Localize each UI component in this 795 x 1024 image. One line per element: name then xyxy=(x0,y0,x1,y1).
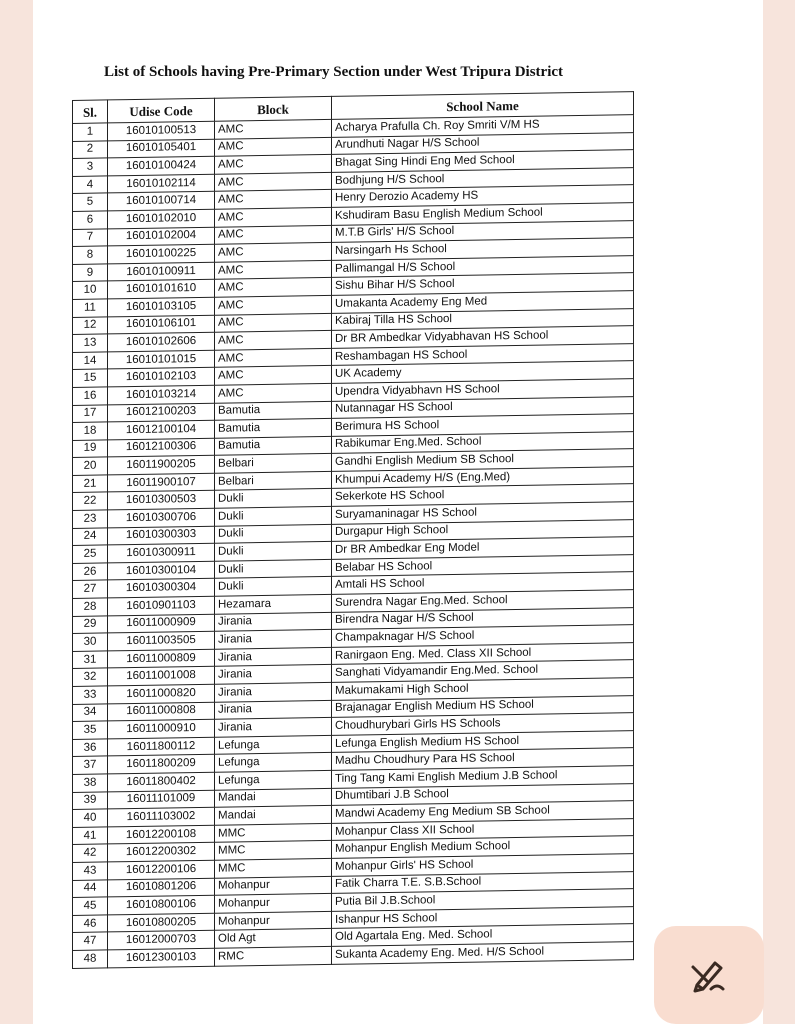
cell-udise-code: 16012200302 xyxy=(108,843,215,862)
cell-udise-code: 16010106101 xyxy=(108,315,215,334)
cell-school-name: Putia Bil J.B.School xyxy=(332,889,634,911)
cell-sl: 13 xyxy=(73,334,108,352)
cell-school-name: Sukanta Academy Eng. Med. H/S School xyxy=(332,942,634,964)
cell-school-name: Upendra Vidyabhavn HS School xyxy=(332,379,634,401)
cell-udise-code: 16010100714 xyxy=(108,192,215,211)
cell-block: Belbari xyxy=(215,454,332,473)
cell-block: Mandai xyxy=(215,806,332,825)
cell-block: AMC xyxy=(215,225,332,244)
cell-udise-code: 16010801206 xyxy=(108,878,215,897)
cell-sl: 5 xyxy=(73,193,108,211)
cell-block: Old Agt xyxy=(215,929,332,948)
cell-sl: 39 xyxy=(73,792,108,810)
cell-sl: 31 xyxy=(73,651,108,669)
cell-school-name: Dr BR Ambedkar Vidyabhavan HS School xyxy=(332,326,634,348)
cell-udise-code: 16010100513 xyxy=(108,121,215,140)
cell-school-name: Belabar HS School xyxy=(332,555,634,577)
cell-block: AMC xyxy=(215,119,332,138)
cell-udise-code: 16011000808 xyxy=(108,702,215,721)
cell-udise-code: 16010300304 xyxy=(108,579,215,598)
cell-sl: 20 xyxy=(73,457,108,475)
cell-school-name: Mohanpur Girls' HS School xyxy=(332,854,634,876)
cell-udise-code: 16011001008 xyxy=(108,667,215,686)
cell-block: Jirania xyxy=(215,700,332,719)
cell-school-name: Berimura HS School xyxy=(332,414,634,436)
cell-sl: 33 xyxy=(73,686,108,704)
cell-block: Belbari xyxy=(215,471,332,490)
cell-block: AMC xyxy=(215,331,332,350)
cell-udise-code: 16010300104 xyxy=(108,561,215,580)
cell-school-name: Kabiraj Tilla HS School xyxy=(332,308,634,330)
cell-udise-code: 16010102114 xyxy=(108,174,215,193)
cell-udise-code: 16011000809 xyxy=(108,649,215,668)
cell-udise-code: 16012200108 xyxy=(108,825,215,844)
cell-udise-code: 16010102606 xyxy=(108,332,215,351)
cell-school-name: Rabikumar Eng.Med. School xyxy=(332,431,634,453)
cell-udise-code: 16010103214 xyxy=(108,385,215,404)
cell-school-name: Makumakami High School xyxy=(332,678,634,700)
cell-udise-code: 16011003505 xyxy=(108,631,215,650)
cell-udise-code: 16011900205 xyxy=(108,456,215,475)
cell-udise-code: 16011000820 xyxy=(108,684,215,703)
cell-udise-code: 16012200106 xyxy=(108,860,215,879)
cell-block: Hezamara xyxy=(215,594,332,613)
cell-sl: 14 xyxy=(73,352,108,370)
cell-school-name: Mandwi Academy Eng Medium SB School xyxy=(332,801,634,823)
cell-sl: 40 xyxy=(73,809,108,827)
cell-school-name: Dr BR Ambedkar Eng Model xyxy=(332,537,634,559)
cell-block: AMC xyxy=(215,348,332,367)
cell-sl: 48 xyxy=(73,950,108,968)
cell-block: AMC xyxy=(215,207,332,226)
cell-sl: 35 xyxy=(73,721,108,739)
cell-school-name: Dhumtibari J.B School xyxy=(332,783,634,805)
cell-school-name: Arundhuti Nagar H/S School xyxy=(332,132,634,154)
cell-sl: 18 xyxy=(73,422,108,440)
cell-sl: 23 xyxy=(73,510,108,528)
header-school-name: School Name xyxy=(332,92,634,120)
cell-block: Dukli xyxy=(215,524,332,543)
cell-block: Dukli xyxy=(215,506,332,525)
cell-sl: 10 xyxy=(73,281,108,299)
cell-school-name: Sekerkote HS School xyxy=(332,484,634,506)
cell-block: Dukli xyxy=(215,559,332,578)
cell-udise-code: 16012000703 xyxy=(108,931,215,950)
cell-school-name: Ting Tang Kami English Medium J.B School xyxy=(332,766,634,788)
cell-sl: 38 xyxy=(73,774,108,792)
cell-sl: 15 xyxy=(73,369,108,387)
cell-school-name: Suryamaninagar HS School xyxy=(332,502,634,524)
cell-block: AMC xyxy=(215,295,332,314)
header-block: Block xyxy=(215,96,332,121)
cell-udise-code: 16010102010 xyxy=(108,209,215,228)
cell-udise-code: 16010105401 xyxy=(108,139,215,158)
cell-school-name: Kshudiram Basu English Medium School xyxy=(332,203,634,225)
cell-sl: 8 xyxy=(73,246,108,264)
cell-block: Bamutia xyxy=(215,401,332,420)
cell-sl: 9 xyxy=(73,264,108,282)
schools-table-container xyxy=(72,91,634,968)
cell-school-name: Narsingarh Hs School xyxy=(332,238,634,260)
cell-block: Jirania xyxy=(215,647,332,666)
cell-sl: 37 xyxy=(73,756,108,774)
cell-sl: 34 xyxy=(73,704,108,722)
cell-school-name: Umakanta Academy Eng Med xyxy=(332,291,634,313)
cell-block: MMC xyxy=(215,823,332,842)
cell-udise-code: 16010800106 xyxy=(108,895,215,914)
cell-udise-code: 16010100424 xyxy=(108,156,215,175)
cell-sl: 24 xyxy=(73,528,108,546)
cell-sl: 6 xyxy=(73,211,108,229)
cell-block: AMC xyxy=(215,137,332,156)
cell-udise-code: 16010300503 xyxy=(108,491,215,510)
cell-block: Dukli xyxy=(215,542,332,561)
cell-school-name: UK Academy xyxy=(332,361,634,383)
cell-block: MMC xyxy=(215,841,332,860)
cell-school-name: Acharya Prafulla Ch. Roy Smriti V/M HS xyxy=(332,115,634,137)
cell-sl: 16 xyxy=(73,387,108,405)
cell-block: Dukli xyxy=(215,577,332,596)
cell-block: AMC xyxy=(215,313,332,332)
cell-sl: 11 xyxy=(73,299,108,317)
cell-sl: 4 xyxy=(73,176,108,194)
cell-udise-code: 16010101015 xyxy=(108,350,215,369)
cell-school-name: Bodhjung H/S School xyxy=(332,167,634,189)
cell-sl: 28 xyxy=(73,598,108,616)
cell-sl: 25 xyxy=(73,545,108,563)
cell-sl: 45 xyxy=(73,897,108,915)
cell-udise-code: 16011101009 xyxy=(108,790,215,809)
cell-udise-code: 16010101610 xyxy=(108,280,215,299)
cell-school-name: Choudhurybari Girls HS Schools xyxy=(332,713,634,735)
cell-udise-code: 16010100225 xyxy=(108,244,215,263)
cell-block: Lefunga xyxy=(215,770,332,789)
cell-school-name: Reshambagan HS School xyxy=(332,343,634,365)
cell-block: Mohanpur xyxy=(215,911,332,930)
cell-sl: 46 xyxy=(73,915,108,933)
cell-block: Jirania xyxy=(215,612,332,631)
cell-school-name: Brajanagar English Medium HS School xyxy=(332,695,634,717)
edit-pencil-icon xyxy=(689,955,729,995)
schools-table xyxy=(72,91,634,968)
cell-sl: 30 xyxy=(73,633,108,651)
cell-school-name: Amtali HS School xyxy=(332,572,634,594)
cell-block: Mandai xyxy=(215,788,332,807)
cell-block: MMC xyxy=(215,858,332,877)
cell-sl: 42 xyxy=(73,844,108,862)
cell-school-name: Sishu Bihar H/S School xyxy=(332,273,634,295)
cell-block: AMC xyxy=(215,155,332,174)
cell-school-name: Sanghati Vidyamandir Eng.Med. School xyxy=(332,660,634,682)
cell-block: Jirania xyxy=(215,718,332,737)
cell-sl: 36 xyxy=(73,739,108,757)
cell-udise-code: 16010300706 xyxy=(108,508,215,527)
cell-udise-code: 16011800112 xyxy=(108,737,215,756)
cell-school-name: M.T.B Girls' H/S School xyxy=(332,220,634,242)
document-title: List of Schools having Pre-Primary Section under West Tripura District xyxy=(104,64,564,80)
cell-sl: 19 xyxy=(73,440,108,458)
cell-sl: 21 xyxy=(73,475,108,493)
cell-sl: 29 xyxy=(73,616,108,634)
cell-block: AMC xyxy=(215,172,332,191)
cell-udise-code: 16011800402 xyxy=(108,772,215,791)
cell-school-name: Fatik Charra T.E. S.B.School xyxy=(332,871,634,893)
cell-block: Bamutia xyxy=(215,436,332,455)
cell-school-name: Ranirgaon Eng. Med. Class XII School xyxy=(332,642,634,664)
cell-school-name: Pallimangal H/S School xyxy=(332,255,634,277)
cell-school-name: Lefunga English Medium HS School xyxy=(332,730,634,752)
cell-block: Mohanpur xyxy=(215,894,332,913)
cell-block: AMC xyxy=(215,278,332,297)
cell-block: Jirania xyxy=(215,630,332,649)
cell-school-name: Champaknagar H/S School xyxy=(332,625,634,647)
cell-udise-code: 16012100306 xyxy=(108,438,215,457)
cell-sl: 27 xyxy=(73,580,108,598)
table-body xyxy=(73,115,634,968)
cell-sl: 41 xyxy=(73,827,108,845)
cell-block: Lefunga xyxy=(215,753,332,772)
cell-block: Jirania xyxy=(215,665,332,684)
cell-school-name: Bhagat Sing Hindi Eng Med School xyxy=(332,150,634,172)
cell-udise-code: 16012100104 xyxy=(108,420,215,439)
cell-block: RMC xyxy=(215,946,332,965)
cell-school-name: Ishanpur HS School xyxy=(332,906,634,928)
cell-block: Bamutia xyxy=(215,419,332,438)
cell-block: AMC xyxy=(215,383,332,402)
cell-udise-code: 16012300103 xyxy=(108,948,215,967)
cell-school-name: Birendra Nagar H/S School xyxy=(332,607,634,629)
cell-sl: 47 xyxy=(73,932,108,950)
cell-sl: 7 xyxy=(73,229,108,247)
cell-school-name: Henry Derozio Academy HS xyxy=(332,185,634,207)
cell-sl: 12 xyxy=(73,316,108,334)
cell-block: AMC xyxy=(215,260,332,279)
cell-sl: 3 xyxy=(73,158,108,176)
cell-udise-code: 16011103002 xyxy=(108,807,215,826)
cell-school-name: Gandhi English Medium SB School xyxy=(332,449,634,471)
cell-sl: 2 xyxy=(73,141,108,159)
cell-school-name: Mohanpur English Medium School xyxy=(332,836,634,858)
cell-block: Dukli xyxy=(215,489,332,508)
cell-school-name: Khumpui Academy H/S (Eng.Med) xyxy=(332,467,634,489)
cell-school-name: Surendra Nagar Eng.Med. School xyxy=(332,590,634,612)
header-sl: Sl. xyxy=(73,100,108,124)
cell-udise-code: 16010100911 xyxy=(108,262,215,281)
cell-school-name: Old Agartala Eng. Med. School xyxy=(332,924,634,946)
cell-block: Jirania xyxy=(215,682,332,701)
cell-sl: 44 xyxy=(73,879,108,897)
cell-sl: 22 xyxy=(73,492,108,510)
cell-udise-code: 16010800205 xyxy=(108,913,215,932)
cell-school-name: Madhu Choudhury Para HS School xyxy=(332,748,634,770)
cell-school-name: Durgapur High School xyxy=(332,519,634,541)
cell-udise-code: 16010901103 xyxy=(108,596,215,615)
cell-udise-code: 16011000909 xyxy=(108,614,215,633)
edit-button[interactable] xyxy=(654,926,764,1024)
cell-school-name: Nutannagar HS School xyxy=(332,396,634,418)
cell-udise-code: 16010103105 xyxy=(108,297,215,316)
cell-udise-code: 16012100203 xyxy=(108,403,215,422)
cell-school-name: Mohanpur Class XII School xyxy=(332,818,634,840)
cell-udise-code: 16011800209 xyxy=(108,755,215,774)
cell-udise-code: 16011000910 xyxy=(108,719,215,738)
cell-block: Mohanpur xyxy=(215,876,332,895)
cell-udise-code: 16010300303 xyxy=(108,526,215,545)
cell-sl: 26 xyxy=(73,563,108,581)
cell-sl: 1 xyxy=(73,123,108,141)
cell-sl: 32 xyxy=(73,668,108,686)
cell-sl: 17 xyxy=(73,404,108,422)
cell-block: Lefunga xyxy=(215,735,332,754)
header-udise-code: Udise Code xyxy=(108,98,215,123)
cell-block: AMC xyxy=(215,366,332,385)
cell-udise-code: 16010300911 xyxy=(108,544,215,563)
cell-udise-code: 16011900107 xyxy=(108,473,215,492)
cell-block: AMC xyxy=(215,190,332,209)
cell-block: AMC xyxy=(215,243,332,262)
cell-sl: 43 xyxy=(73,862,108,880)
cell-udise-code: 16010102103 xyxy=(108,368,215,387)
cell-udise-code: 16010102004 xyxy=(108,227,215,246)
